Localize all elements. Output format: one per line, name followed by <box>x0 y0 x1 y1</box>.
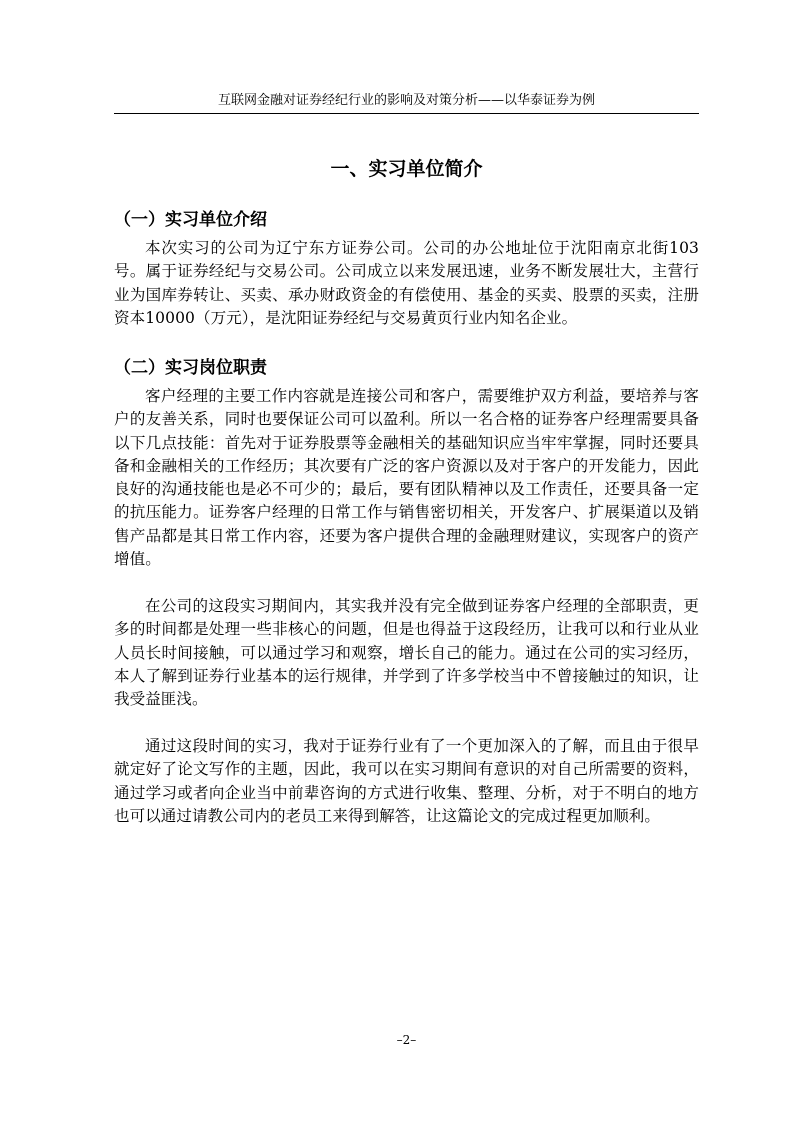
paragraph-duties: 客户经理的主要工作内容就是连接公司和客户，需要维护双方利益，要培养与客户的友善关系，同时也要保证公司可以盈利。所以一名合格的证券客户经理需要具备以下几点技能：首先对于证券股票等金融相关的基础知识应当牢牢掌握，同时还要具备和金融相关的工作经历；其次要有广泛的客户资源以及对于客户的开发能力，因此良好的沟通技能也是必不可少的；最后，要有团队精神以及工作责任，还要具备一定的抗压能力。证券客户经理的日常工作与销售密切相关，开发客户、扩展渠道以及销售产品都是其日常工作内容，还要为客户提供合理的金融理财建议，实现客户的资产增值。 <box>114 387 699 569</box>
running-header: 互联网金融对证券经纪行业的影响及对策分析——以华泰证券为例 <box>217 93 595 108</box>
chapter-title: 一、实习单位简介 <box>330 158 483 180</box>
page-number: –2– <box>396 1033 417 1047</box>
header-divider <box>114 113 699 114</box>
paragraph-experience: 在公司的这段实习期间内，其实我并没有完全做到证券客户经理的全部职责，更多的时间都是处理一些非核心的问题，但是也得益于这段经历，让我可以和行业从业人员长时间接触，可以通过学习和观察，增长自己的能力。通过在公司的实习经历，本人了解到证券行业基本的运行规律，并学到了许多学校当中不曾接触过的知识，让我受益匪浅。 <box>114 597 699 709</box>
paragraph-company-intro: 本次实习的公司为辽宁东方证券公司。公司的办公地址位于沈阳南京北街103号。属于证券经纪与交易公司。公司成立以来发展迅速，业务不断发展壮大，主营行业为国库券转让、买卖、承办财政资金的有偿使用、基金的买卖、股票的买卖，注册资本10000（万元），是沈阳证券经纪与交易黄页行业内知名企业。 <box>114 239 699 327</box>
paragraph-reflection: 通过这段时间的实习，我对于证券行业有了一个更加深入的了解，而且由于很早就定好了论文写作的主题，因此，我可以在实习期间有意识的对自己所需要的资料，通过学习或者向企业当中前辈咨询的方式进行收集、整理、分析，对于不明白的地方也可以通过请教公司内的老员工来得到解答，让这篇论文的完成过程更加顺利。 <box>114 737 699 825</box>
section-title-2: （二）实习岗位职责 <box>114 358 267 378</box>
section-title-1: （一）实习单位介绍 <box>114 210 267 230</box>
